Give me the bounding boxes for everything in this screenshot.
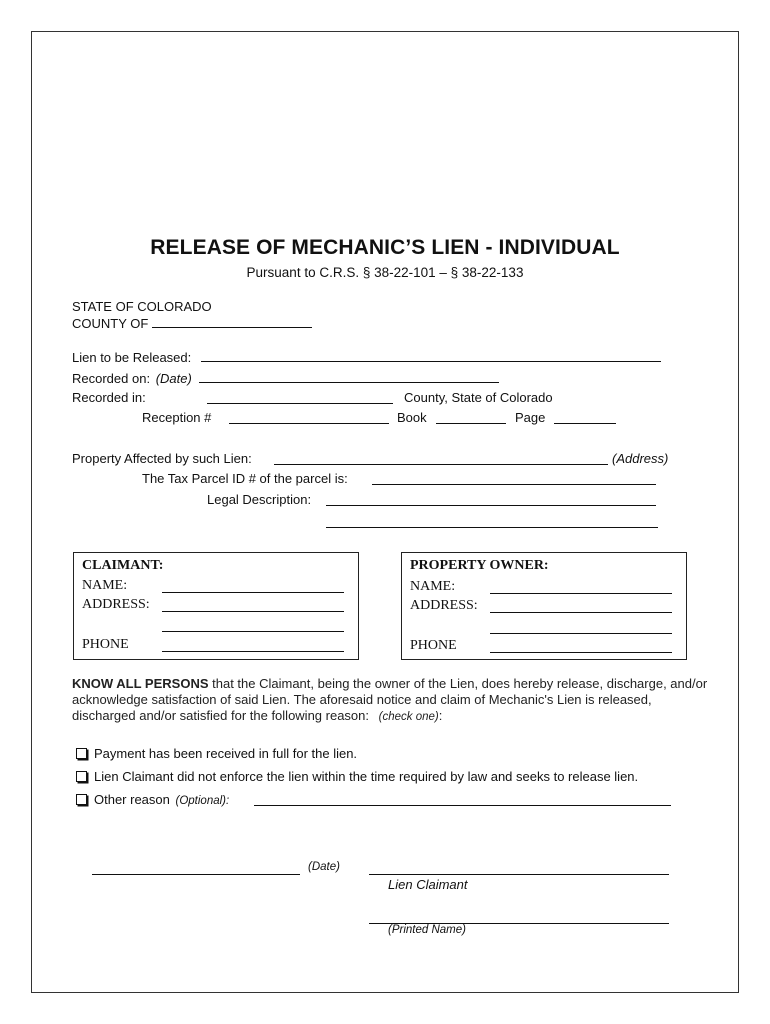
check-one-colon: : xyxy=(438,708,443,723)
claimant-phone-label: PHONE xyxy=(82,637,129,652)
claimant-name-label: NAME: xyxy=(82,578,128,593)
owner-heading: PROPERTY OWNER: xyxy=(410,558,549,573)
legal-description-field[interactable] xyxy=(326,493,656,506)
owner-address-field[interactable] xyxy=(490,600,672,613)
owner-phone-field[interactable] xyxy=(490,640,672,653)
recorded-on-label: Recorded on: xyxy=(72,371,151,386)
owner-address-field-2[interactable] xyxy=(490,621,672,634)
county-field[interactable] xyxy=(152,315,312,328)
release-statement xyxy=(72,676,712,725)
county-label: COUNTY OF xyxy=(72,316,149,331)
owner-name-field[interactable] xyxy=(490,581,672,594)
book-label: Book xyxy=(397,410,427,425)
document-title: RELEASE OF MECHANIC’S LIEN - INDIVIDUAL xyxy=(150,236,620,259)
recorded-in-field[interactable] xyxy=(207,391,393,404)
tax-parcel-label: The Tax Parcel ID # of the parcel is: xyxy=(142,471,348,486)
owner-name-label: NAME: xyxy=(410,579,456,594)
check-one-hint: (check one) xyxy=(378,711,439,723)
checkbox-payment[interactable] xyxy=(76,748,87,759)
recorded-on-date-hint: (Date) xyxy=(155,371,192,386)
page-label: Page xyxy=(515,410,546,425)
recorded-on-row xyxy=(72,370,499,386)
recorded-on-field[interactable] xyxy=(199,370,499,383)
property-address-field[interactable] xyxy=(274,452,608,465)
owner-address-label: ADDRESS: xyxy=(410,598,478,613)
claimant-heading: CLAIMANT: xyxy=(82,558,164,573)
lien-claimant-signature-field[interactable] xyxy=(369,862,669,875)
legal-description-field-2[interactable] xyxy=(326,515,658,528)
option-not-enforced-label: Lien Claimant did not enforce the lien within the time required by law and seeks to release lien. xyxy=(94,769,639,784)
checkbox-not-enforced[interactable] xyxy=(76,771,87,782)
reception-label: Reception # xyxy=(142,410,212,425)
option-other[interactable] xyxy=(76,792,229,807)
signature-date-field[interactable] xyxy=(92,862,300,875)
printed-name-field[interactable] xyxy=(369,911,669,924)
option-not-enforced[interactable] xyxy=(76,769,638,784)
legal-description-label: Legal Description: xyxy=(207,492,312,507)
claimant-address-field-2[interactable] xyxy=(162,619,344,632)
know-all-persons: KNOW ALL PERSONS xyxy=(72,676,209,691)
lien-released-label: Lien to be Released: xyxy=(72,350,192,365)
other-reason-field[interactable] xyxy=(254,793,671,806)
page-field[interactable] xyxy=(554,411,616,424)
tax-parcel-field[interactable] xyxy=(372,472,656,485)
recorded-in-label: Recorded in: xyxy=(72,390,146,405)
county-state-label: County, State of Colorado xyxy=(404,390,553,405)
claimant-address-label: ADDRESS: xyxy=(82,597,150,612)
option-payment-label: Payment has been received in full for the lien. xyxy=(94,746,358,761)
release-statement-text: that the Claimant, being the owner of the Lien, does hereby release, discharge, and/or acknowledge satisfaction of said Lien. The aforesaid notice and claim of Mechanic's Lien is released, discharged and/or satisfied for the following reason: xyxy=(72,676,708,723)
lien-released-row xyxy=(72,349,661,365)
document-page xyxy=(31,31,739,993)
claimant-address-field[interactable] xyxy=(162,599,344,612)
owner-phone-label: PHONE xyxy=(410,638,457,653)
state-label: STATE OF COLORADO xyxy=(72,299,212,314)
optional-hint: (Optional): xyxy=(175,795,230,807)
printed-name-label: (Printed Name) xyxy=(388,924,466,936)
claimant-phone-field[interactable] xyxy=(162,639,344,652)
book-field[interactable] xyxy=(436,411,506,424)
checkbox-other[interactable] xyxy=(76,794,87,805)
signature-date-label: (Date) xyxy=(308,861,340,873)
option-other-label: Other reason xyxy=(94,792,170,807)
option-payment[interactable] xyxy=(76,746,357,761)
reception-field[interactable] xyxy=(229,411,389,424)
county-row xyxy=(72,315,312,331)
claimant-name-field[interactable] xyxy=(162,580,344,593)
document-subtitle: Pursuant to C.R.S. § 38-22-101 – § 38-22-133 xyxy=(246,265,524,280)
address-hint: (Address) xyxy=(612,451,669,466)
lien-released-field[interactable] xyxy=(201,349,661,362)
lien-claimant-label: Lien Claimant xyxy=(388,877,468,892)
property-affected-label: Property Affected by such Lien: xyxy=(72,451,252,466)
